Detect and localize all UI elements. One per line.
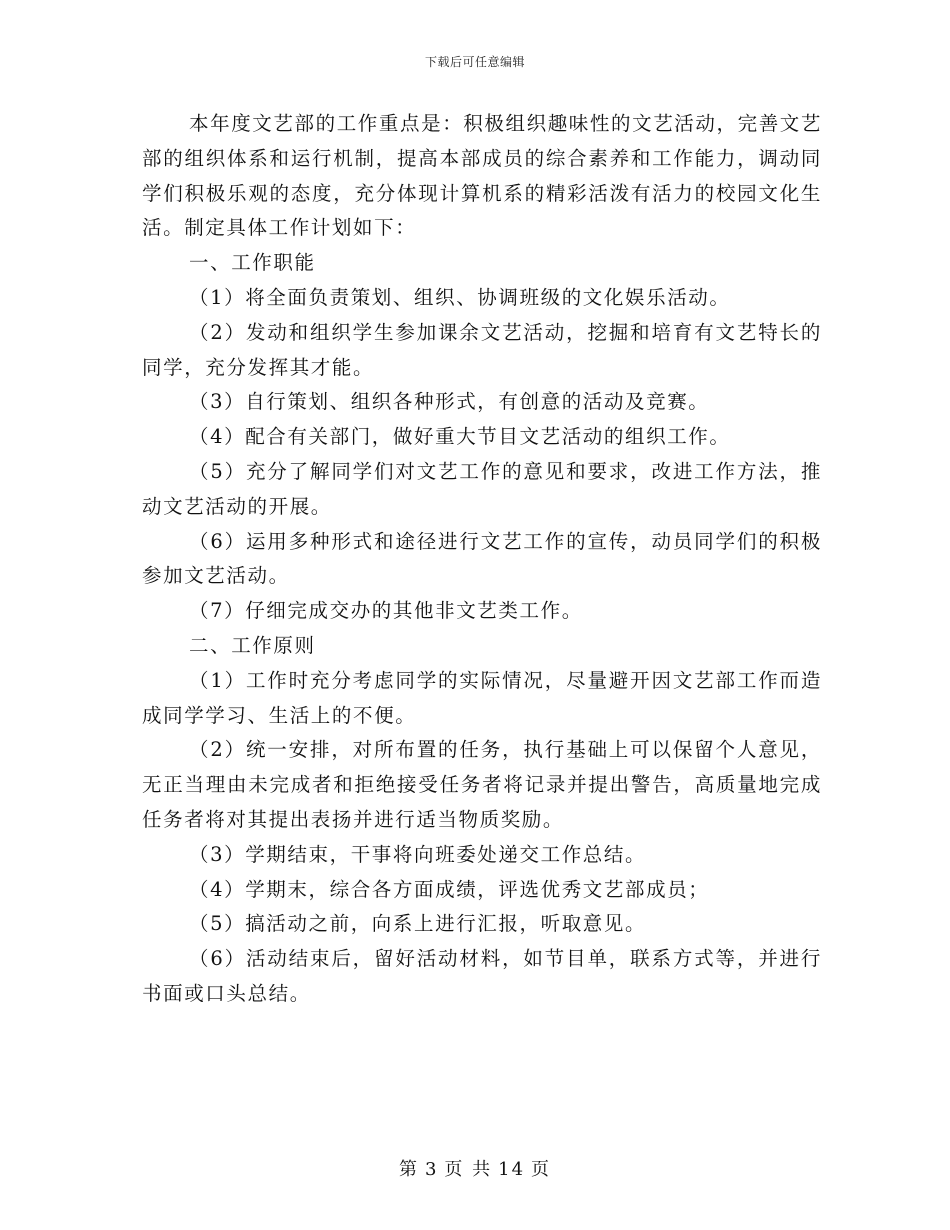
paragraph-principle-5: （5）搞活动之前，向系上进行汇报，听取意见。 bbox=[189, 912, 647, 936]
section-heading-functions: 一、工作职能 bbox=[189, 251, 316, 275]
footer-middle: 页 共 bbox=[444, 1159, 493, 1180]
page-footer bbox=[0, 1155, 950, 1181]
paragraph-principle-2: （2）统一安排，对所布置的任务，执行基础上可以保留个人意见，无正当理由未完成者和拒绝接受任务者将记录并提出警告，高质量地完成任务者将对其提出表扬并进行适当物质奖励。 bbox=[142, 738, 822, 831]
footer-prefix: 第 bbox=[398, 1159, 419, 1180]
section-heading-principles: 二、工作原则 bbox=[189, 633, 316, 657]
paragraph-function-3: （3）自行策划、组织各种形式，有创意的活动及竞赛。 bbox=[189, 390, 710, 414]
paragraph-function-2: （2）发动和组织学生参加课余文艺活动，挖掘和培育有文艺特长的同学，充分发挥其才能。 bbox=[142, 320, 822, 379]
paragraph-principle-4: （4）学期末，综合各方面成绩，评选优秀文艺部成员； bbox=[189, 877, 710, 901]
paragraph-function-5: （5）充分了解同学们对文艺工作的意见和要求，改进工作方法，推动文艺活动的开展。 bbox=[142, 459, 822, 518]
paragraph-function-4: （4）配合有关部门，做好重大节目文艺活动的组织工作。 bbox=[189, 425, 731, 449]
current-page-number: 3 bbox=[424, 1159, 439, 1180]
paragraph-intro: 本年度文艺部的工作重点是：积极组织趣味性的文艺活动，完善文艺部的组织体系和运行机制，提高本部成员的综合素养和工作能力，调动同学们积极乐观的态度，充分体现计算机系的精彩活泼有活力的校园文化生活。制定具体工作计划如下： bbox=[142, 112, 823, 240]
document-body bbox=[142, 107, 822, 1012]
header-note: 下载后可任意编辑 bbox=[424, 55, 525, 69]
paragraph-principle-3: （3）学期结束，干事将向班委处递交工作总结。 bbox=[189, 842, 647, 866]
paragraph-principle-6: （6）活动结束后，留好活动材料，如节目单，联系方式等，并进行书面或口头总结。 bbox=[142, 947, 822, 1005]
paragraph-function-6: （6）运用多种形式和途径进行文艺工作的宣传，动员同学们的积极参加文艺活动。 bbox=[142, 529, 822, 588]
paragraph-function-7: （7）仔细完成交办的其他非文艺类工作。 bbox=[189, 599, 583, 623]
paragraph-principle-1: （1）工作时充分考虑同学的实际情况，尽量避开因文艺部工作而造成同学学习、生活上的不便。 bbox=[142, 668, 822, 727]
footer-suffix: 页 bbox=[531, 1159, 552, 1180]
total-page-count: 14 bbox=[498, 1159, 526, 1180]
paragraph-function-1: （1）将全面负责策划、组织、协调班级的文化娱乐活动。 bbox=[189, 285, 731, 309]
